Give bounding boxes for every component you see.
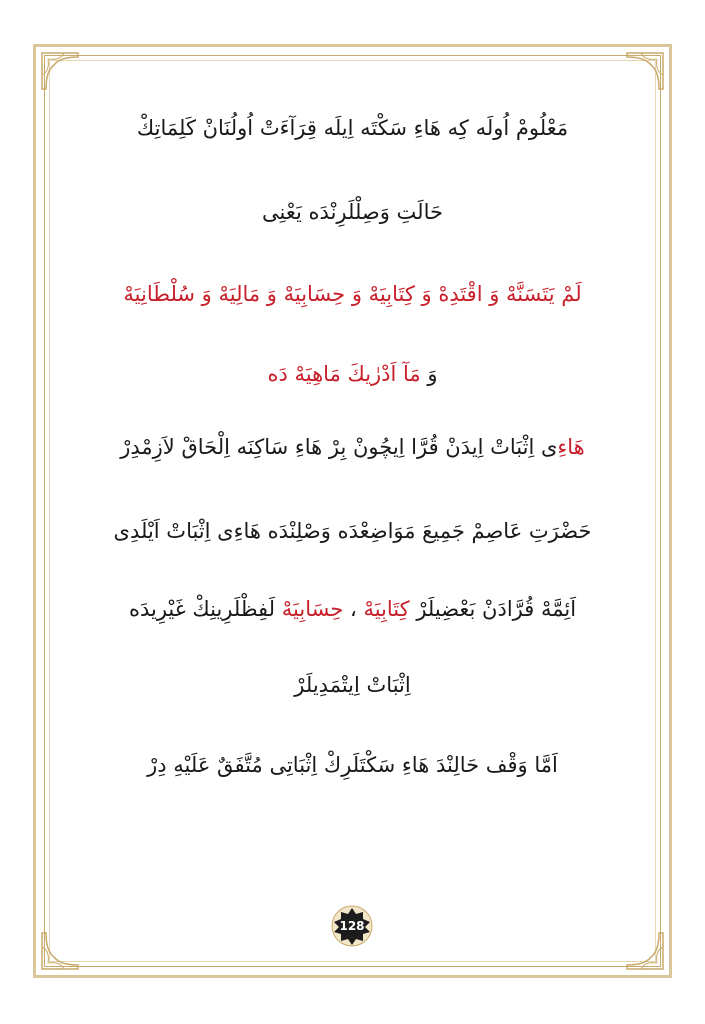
text-line [90, 282, 615, 306]
text-line [90, 519, 615, 543]
text-segment: حَالَتِ وَصِلْلَرِنْدَه يَعْنِى [262, 200, 443, 224]
text-line [90, 673, 615, 697]
text-body [90, 0, 615, 1024]
text-segment: وَ [420, 362, 438, 386]
text-segment: اِثْبَاتْ اِيتْمَدِيلَرْ [294, 673, 411, 697]
text-line [90, 597, 615, 621]
highlighted-text: كِتَابِيَهْ [363, 597, 410, 621]
page-number: 128 [339, 919, 365, 933]
text-segment: مَعْلُومْ اُولَه كِه هَاءِ سَكْتَه اِيلَه قِرَآءَتْ اُولُنَانْ كَلِمَاتِكْ [136, 116, 569, 140]
text-segment: حَضْرَتِ عَاصِمْ جَمِيعَ مَوَاضِعْدَه وَصْلِنْدَه هَاءِى اِثْبَاتْ اَيْلَدِى [113, 519, 592, 543]
corner-ornament-bottom-right [625, 931, 665, 971]
text-segment: ، [343, 597, 364, 621]
text-line [90, 200, 615, 224]
text-segment: اَمَّا وَقْف حَالِنْدَ هَاءِ سَكْتَلَرِكْ اِثْبَاتِى مُتَّفَقٌ عَلَيْهِ دِرْ [147, 753, 558, 777]
text-segment: اَئِمَّهْ قُرَّادَنْ بَعْضِيلَرْ [409, 597, 577, 621]
text-line [90, 116, 615, 140]
highlighted-text: هَاءِ [557, 435, 585, 459]
text-line [90, 362, 615, 386]
corner-ornament-bottom-left [40, 931, 80, 971]
text-line [90, 753, 615, 777]
highlighted-text: لَمْ يَتَسَنَّهْ وَ اقْتَدِهْ وَ كِتَابِيَهْ وَ حِسَابِيَهْ وَ مَالِيَهْ وَ سُلْطَانِيَهْ [123, 282, 582, 306]
text-segment: لَفِظْلَرِينِكْ غَيْرِيدَه [128, 597, 282, 621]
corner-ornament-top-left [40, 51, 80, 91]
text-line [90, 435, 615, 459]
corner-ornament-top-right [625, 51, 665, 91]
page-number-badge [331, 905, 373, 947]
highlighted-text: حِسَابِيَهْ [281, 597, 344, 621]
highlighted-text: مَآ اَدْرٰيكَ مَاهِيَهْ دَه [267, 362, 421, 386]
text-segment: ى اِثْبَاتْ اِيدَنْ قُرَّا اِيچُونْ بِرْ هَاءِ سَاكِنَه اِلْحَاقْ لاَزِمْدِرْ [120, 435, 558, 459]
